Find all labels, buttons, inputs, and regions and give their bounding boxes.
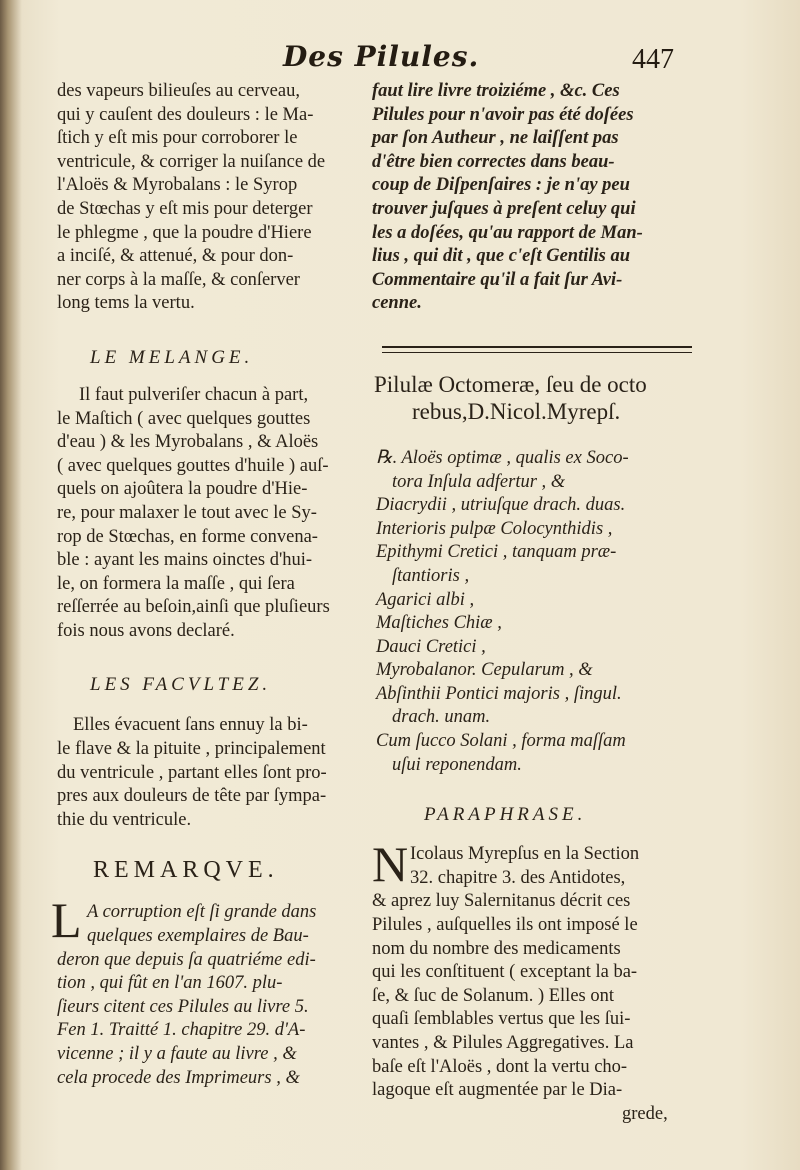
text-line: d'eau ) & les Myrobalans , & Aloës — [57, 432, 319, 453]
text-line: tion , qui fût en l'an 1607. plu- — [57, 973, 283, 994]
text-line: quaſi ſemblables vertus que les ſui- — [372, 1009, 631, 1030]
text-line: Agarici albi , — [376, 589, 475, 610]
text-line: Commentaire qu'il a fait ſur Avi- — [372, 269, 623, 290]
text-line: ner corps à la maſſe, & conſerver — [57, 269, 300, 290]
text-line: par ſon Autheur , ne laiſſent pas — [372, 128, 619, 149]
text-line: uſui reponendam. — [392, 754, 522, 775]
text-line: d'être bien correctes dans beau- — [372, 151, 615, 172]
text-line: baſe eſt l'Aloës , dont la vertu cho- — [372, 1056, 628, 1077]
text-line: 32. chapitre 3. des Antidotes, — [410, 867, 626, 888]
section-heading-paraphrase: PARAPHRASE. — [424, 804, 587, 826]
text-line: quels on ajoûtera la poudre d'Hie- — [57, 479, 308, 500]
text-line: Myrobalanor. Cepularum , & — [376, 660, 593, 681]
text-line: lagoque eſt augmentée par le Dia- — [372, 1080, 623, 1101]
text-line: les a doſées, qu'au rapport de Man- — [372, 222, 643, 243]
text-line: qui les conſtituent ( exceptant la ba- — [372, 962, 638, 983]
text-line: le, on formera la maſſe , qui ſera — [57, 573, 295, 594]
text-line: thie du ventricule. — [57, 809, 192, 830]
text-line: pres aux douleurs de tête par ſympa- — [57, 786, 327, 807]
running-title: Des Pilules. — [283, 40, 480, 73]
text-line: de Stœchas y eſt mis pour deterger — [57, 198, 313, 219]
facultez-text-block — [57, 714, 357, 832]
text-line: cela procede des Imprimeurs , & — [57, 1067, 300, 1088]
text-line: A corruption eſt ſi grande dans — [87, 902, 317, 923]
section-heading-melange: LE MELANGE. — [90, 346, 254, 368]
recipe-title — [372, 371, 692, 425]
text-line: Fen 1. Traitté 1. chapitre 29. d'A- — [57, 1020, 306, 1041]
text-line: rop de Stœchas, en forme convena- — [57, 526, 318, 547]
text-line: le flave & la pituite , principalement — [57, 739, 326, 760]
text-line: Pilules , auſquelles ils ont imposé le — [372, 915, 638, 936]
text-line: faut lire livre troiziéme , &c. Ces — [372, 81, 620, 101]
text-line: Interioris pulpæ Colocynthidis , — [376, 518, 613, 539]
text-line: a inciſé, & attenué, & pour don- — [57, 246, 294, 267]
text-line: Pilules pour n'avoir pas été doſées — [372, 104, 634, 125]
text-line: ventricule, & corriger la nuiſance de — [57, 151, 326, 172]
text-line: Maſtiches Chiæ , — [376, 613, 502, 634]
title-line: rebus,D.Nicol.Myrepſ. — [412, 398, 621, 424]
text-line: trouver juſques à preſent celuy qui — [372, 198, 636, 219]
text-line: des vapeurs bilieuſes au cerveau, — [57, 81, 300, 101]
text-line: ſtantioris , — [392, 565, 470, 586]
text-line: Elles évacuent ſans ennuy la bi- — [73, 715, 308, 736]
text-line: Diacrydii , utriuſque drach. duas. — [376, 495, 626, 516]
left-text-block — [57, 80, 357, 316]
text-line: Cum ſucco Solani , forma maſſam — [376, 731, 626, 752]
section-heading-facultez: LES FACVLTEZ. — [90, 674, 272, 696]
text-line: ſieurs citent ces Pilules au livre 5. — [57, 996, 309, 1017]
text-line: drach. unam. — [392, 707, 491, 728]
text-line: le phlegme , que la poudre d'Hiere — [57, 222, 312, 243]
text-line: ( avec quelques gouttes d'huile ) auſ- — [57, 455, 329, 476]
text-line: coup de Diſpenſaires : je n'ay peu — [372, 175, 630, 196]
text-line: ble : ayant les mains oinctes d'hui- — [57, 550, 313, 571]
text-line: & aprez luy Salernitanus décrit ces — [372, 891, 631, 912]
right-text-block — [372, 80, 692, 316]
catchword: grede, — [622, 1103, 668, 1124]
text-line: Epithymi Cretici , tanquam præ- — [376, 542, 617, 563]
text-line: Abſinthii Pontici majoris , ſingul. — [376, 683, 622, 704]
page-header — [0, 38, 800, 78]
title-line: Pilulæ Octomeræ, ſeu de octo — [374, 371, 647, 397]
text-line: le Maſtich ( avec quelques gouttes — [57, 408, 311, 429]
text-line: deron que depuis ſa quatriéme edi- — [57, 949, 316, 970]
text-line: l'Aloës & Myrobalans : le Syrop — [57, 175, 298, 196]
text-line: Icolaus Myrepſus en la Section — [410, 844, 640, 865]
text-line: re, pour malaxer le tout avec le Sy- — [57, 502, 317, 523]
text-line: ſe, & ſuc de Solanum. ) Elles ont — [372, 985, 614, 1006]
text-line: du ventricule , partant elles ſont pro- — [57, 762, 327, 783]
text-line: long tems la vertu. — [57, 293, 195, 314]
text-line: Dauci Cretici , — [376, 636, 486, 657]
text-line: lius , qui dit , que c'eſt Gentilis au — [372, 246, 630, 267]
recipe-block — [372, 447, 692, 777]
remarque-text-block — [51, 892, 357, 1090]
page-number: 447 — [632, 44, 674, 75]
text-line: ℞. Aloës optimæ , qualis ex Soco- — [376, 447, 629, 468]
paraphrase-text-block — [372, 836, 692, 1126]
text-line: qui y cauſent des douleurs : le Ma- — [57, 104, 314, 125]
text-line: vicenne ; il y a faute au livre , & — [57, 1044, 297, 1064]
melange-text-block — [57, 384, 357, 644]
text-line: vantes , & Pilules Aggregatives. La — [372, 1033, 634, 1053]
text-line: ſtich y eſt mis pour corroborer le — [57, 128, 298, 149]
text-line: fois nous avons declaré. — [57, 620, 235, 641]
left-column — [51, 80, 357, 1090]
text-line: nom du nombre des medicaments — [372, 938, 621, 959]
drop-cap: L — [51, 892, 82, 949]
text-line: reſſerrée au beſoin,ainſi que pluſieurs — [57, 597, 330, 618]
text-line: quelques exemplaires de Bau- — [87, 926, 309, 947]
section-divider — [382, 346, 692, 353]
drop-cap: N — [372, 836, 409, 893]
section-heading-remarque: REMARQVE. — [93, 857, 279, 884]
text-line: cenne. — [372, 293, 422, 314]
right-column — [372, 80, 692, 1126]
text-line: Il faut pulveriſer chacun à part, — [79, 384, 309, 405]
text-line: tora Inſula adfertur , & — [392, 471, 566, 492]
